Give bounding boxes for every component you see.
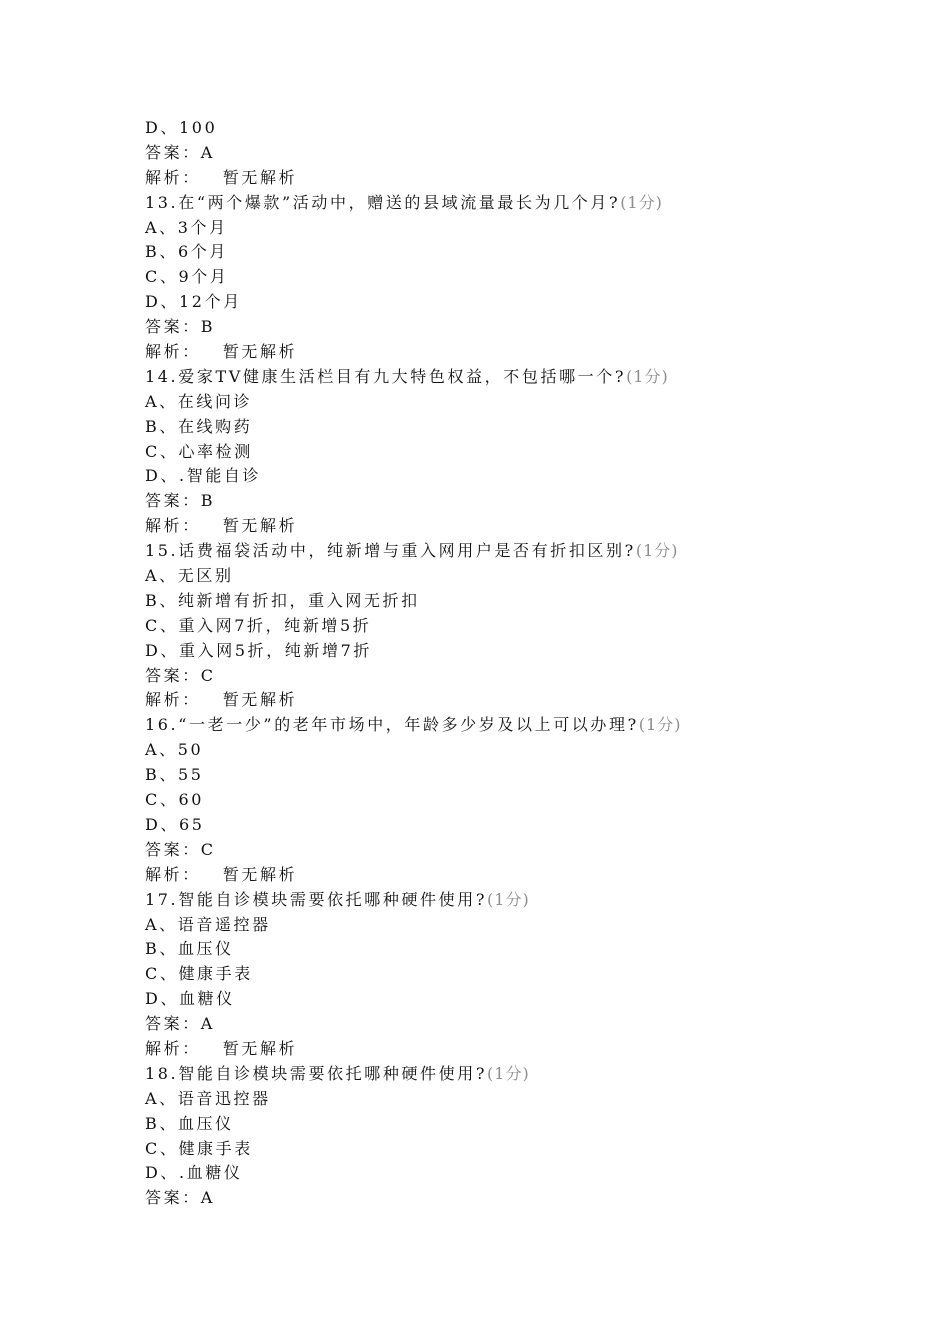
question-13-option-c: C、9个月: [145, 267, 229, 287]
analysis-label: 解析：: [145, 1038, 201, 1058]
analysis-label: 解析：: [145, 690, 201, 710]
question-17-option-d: D、血糖仪: [145, 989, 235, 1009]
question-14-analysis: [145, 514, 845, 539]
question-13-answer: 答案：B: [145, 317, 216, 337]
score-label: (1分): [635, 541, 679, 561]
question-14-option-c: C、心率检测: [145, 441, 253, 461]
question-15-option-a: A、无区别: [145, 566, 234, 586]
analysis-text: 暂无解析: [222, 342, 298, 362]
score-label: (1分): [487, 1063, 530, 1083]
question-17-option-b: B、血压仪: [145, 939, 234, 959]
question-15-option-b: B、纯新增有折扣，重入网无折扣: [145, 590, 420, 610]
question-16-option-a: A、50: [145, 740, 204, 760]
question-16-stem: [145, 713, 845, 738]
question-18-option-d: D、.血糖仪: [145, 1163, 243, 1183]
question-text: 14.爱家TV健康生活栏目有九大特色权益，不包括哪一个?: [145, 366, 627, 386]
analysis-text: 暂无解析: [222, 1038, 298, 1058]
analysis-label: 解析：: [145, 516, 201, 536]
question-15-stem: [145, 539, 845, 564]
question-14-stem: [145, 365, 845, 390]
analysis-label: 解析：: [145, 342, 201, 362]
question-14-answer: 答案：B: [145, 491, 216, 511]
score-label: (1分): [626, 366, 669, 386]
question-16-option-b: B、55: [145, 765, 204, 785]
question-17-option-a: A、语音遥控器: [145, 914, 271, 934]
prev-analysis: [145, 166, 845, 191]
question-15-answer: 答案：C: [145, 665, 216, 685]
question-text: 18.智能自诊模块需要依托哪种硬件使用?: [145, 1063, 488, 1083]
question-18-option-a: A、语音迅控器: [145, 1088, 271, 1108]
question-17-stem: [145, 888, 845, 913]
prev-answer: 答案：A: [145, 142, 215, 162]
question-17-answer: 答案：A: [145, 1014, 215, 1034]
question-text: 15.话费福袋活动中，纯新增与重入网用户是否有折扣区别?: [145, 541, 636, 561]
question-15-option-d: D、重入网5折，纯新增7折: [145, 640, 372, 660]
score-label: (1分): [487, 889, 530, 909]
question-17-option-c: C、健康手表: [145, 964, 253, 984]
score-label: (1分): [638, 715, 682, 735]
question-17-analysis: [145, 1037, 845, 1062]
analysis-label: 解析：: [145, 864, 201, 884]
question-16-option-c: C、60: [145, 790, 205, 810]
question-18-option-c: C、健康手表: [145, 1138, 253, 1158]
question-13-option-d: D、12个月: [145, 292, 242, 312]
question-15-option-c: C、重入网7折，纯新增5折: [145, 615, 372, 635]
question-text: 17.智能自诊模块需要依托哪种硬件使用?: [145, 889, 488, 909]
question-16-option-d: D、65: [145, 814, 205, 834]
question-18-answer: 答案：A: [145, 1188, 215, 1208]
prev-option-d: D、100: [145, 118, 218, 137]
score-label: (1分): [620, 192, 663, 212]
question-13-option-b: B、6个月: [145, 242, 228, 262]
question-13-stem: [145, 191, 845, 216]
question-16-answer: 答案：C: [145, 839, 216, 859]
question-text: 13.在“两个爆款”活动中，赠送的县域流量最长为几个月?: [145, 192, 621, 212]
question-18-stem: [145, 1062, 845, 1087]
question-13-analysis: [145, 340, 845, 365]
analysis-text: 暂无解析: [222, 167, 298, 187]
question-14-option-a: A、在线问诊: [145, 391, 253, 411]
question-13-option-a: A、3个月: [145, 217, 228, 237]
analysis-label: 解析：: [145, 167, 201, 187]
question-14-option-b: B、在线购药: [145, 416, 253, 436]
analysis-text: 暂无解析: [222, 690, 298, 710]
question-text: 16.“一老一少”的老年市场中，年龄多少岁及以上可以办理?: [145, 715, 639, 735]
document-page: [145, 116, 845, 1211]
analysis-text: 暂无解析: [222, 516, 298, 536]
analysis-text: 暂无解析: [222, 864, 298, 884]
question-14-option-d: D、.智能自诊: [145, 466, 262, 486]
question-16-analysis: [145, 863, 845, 888]
question-15-analysis: [145, 688, 845, 713]
question-18-option-b: B、血压仪: [145, 1113, 234, 1133]
